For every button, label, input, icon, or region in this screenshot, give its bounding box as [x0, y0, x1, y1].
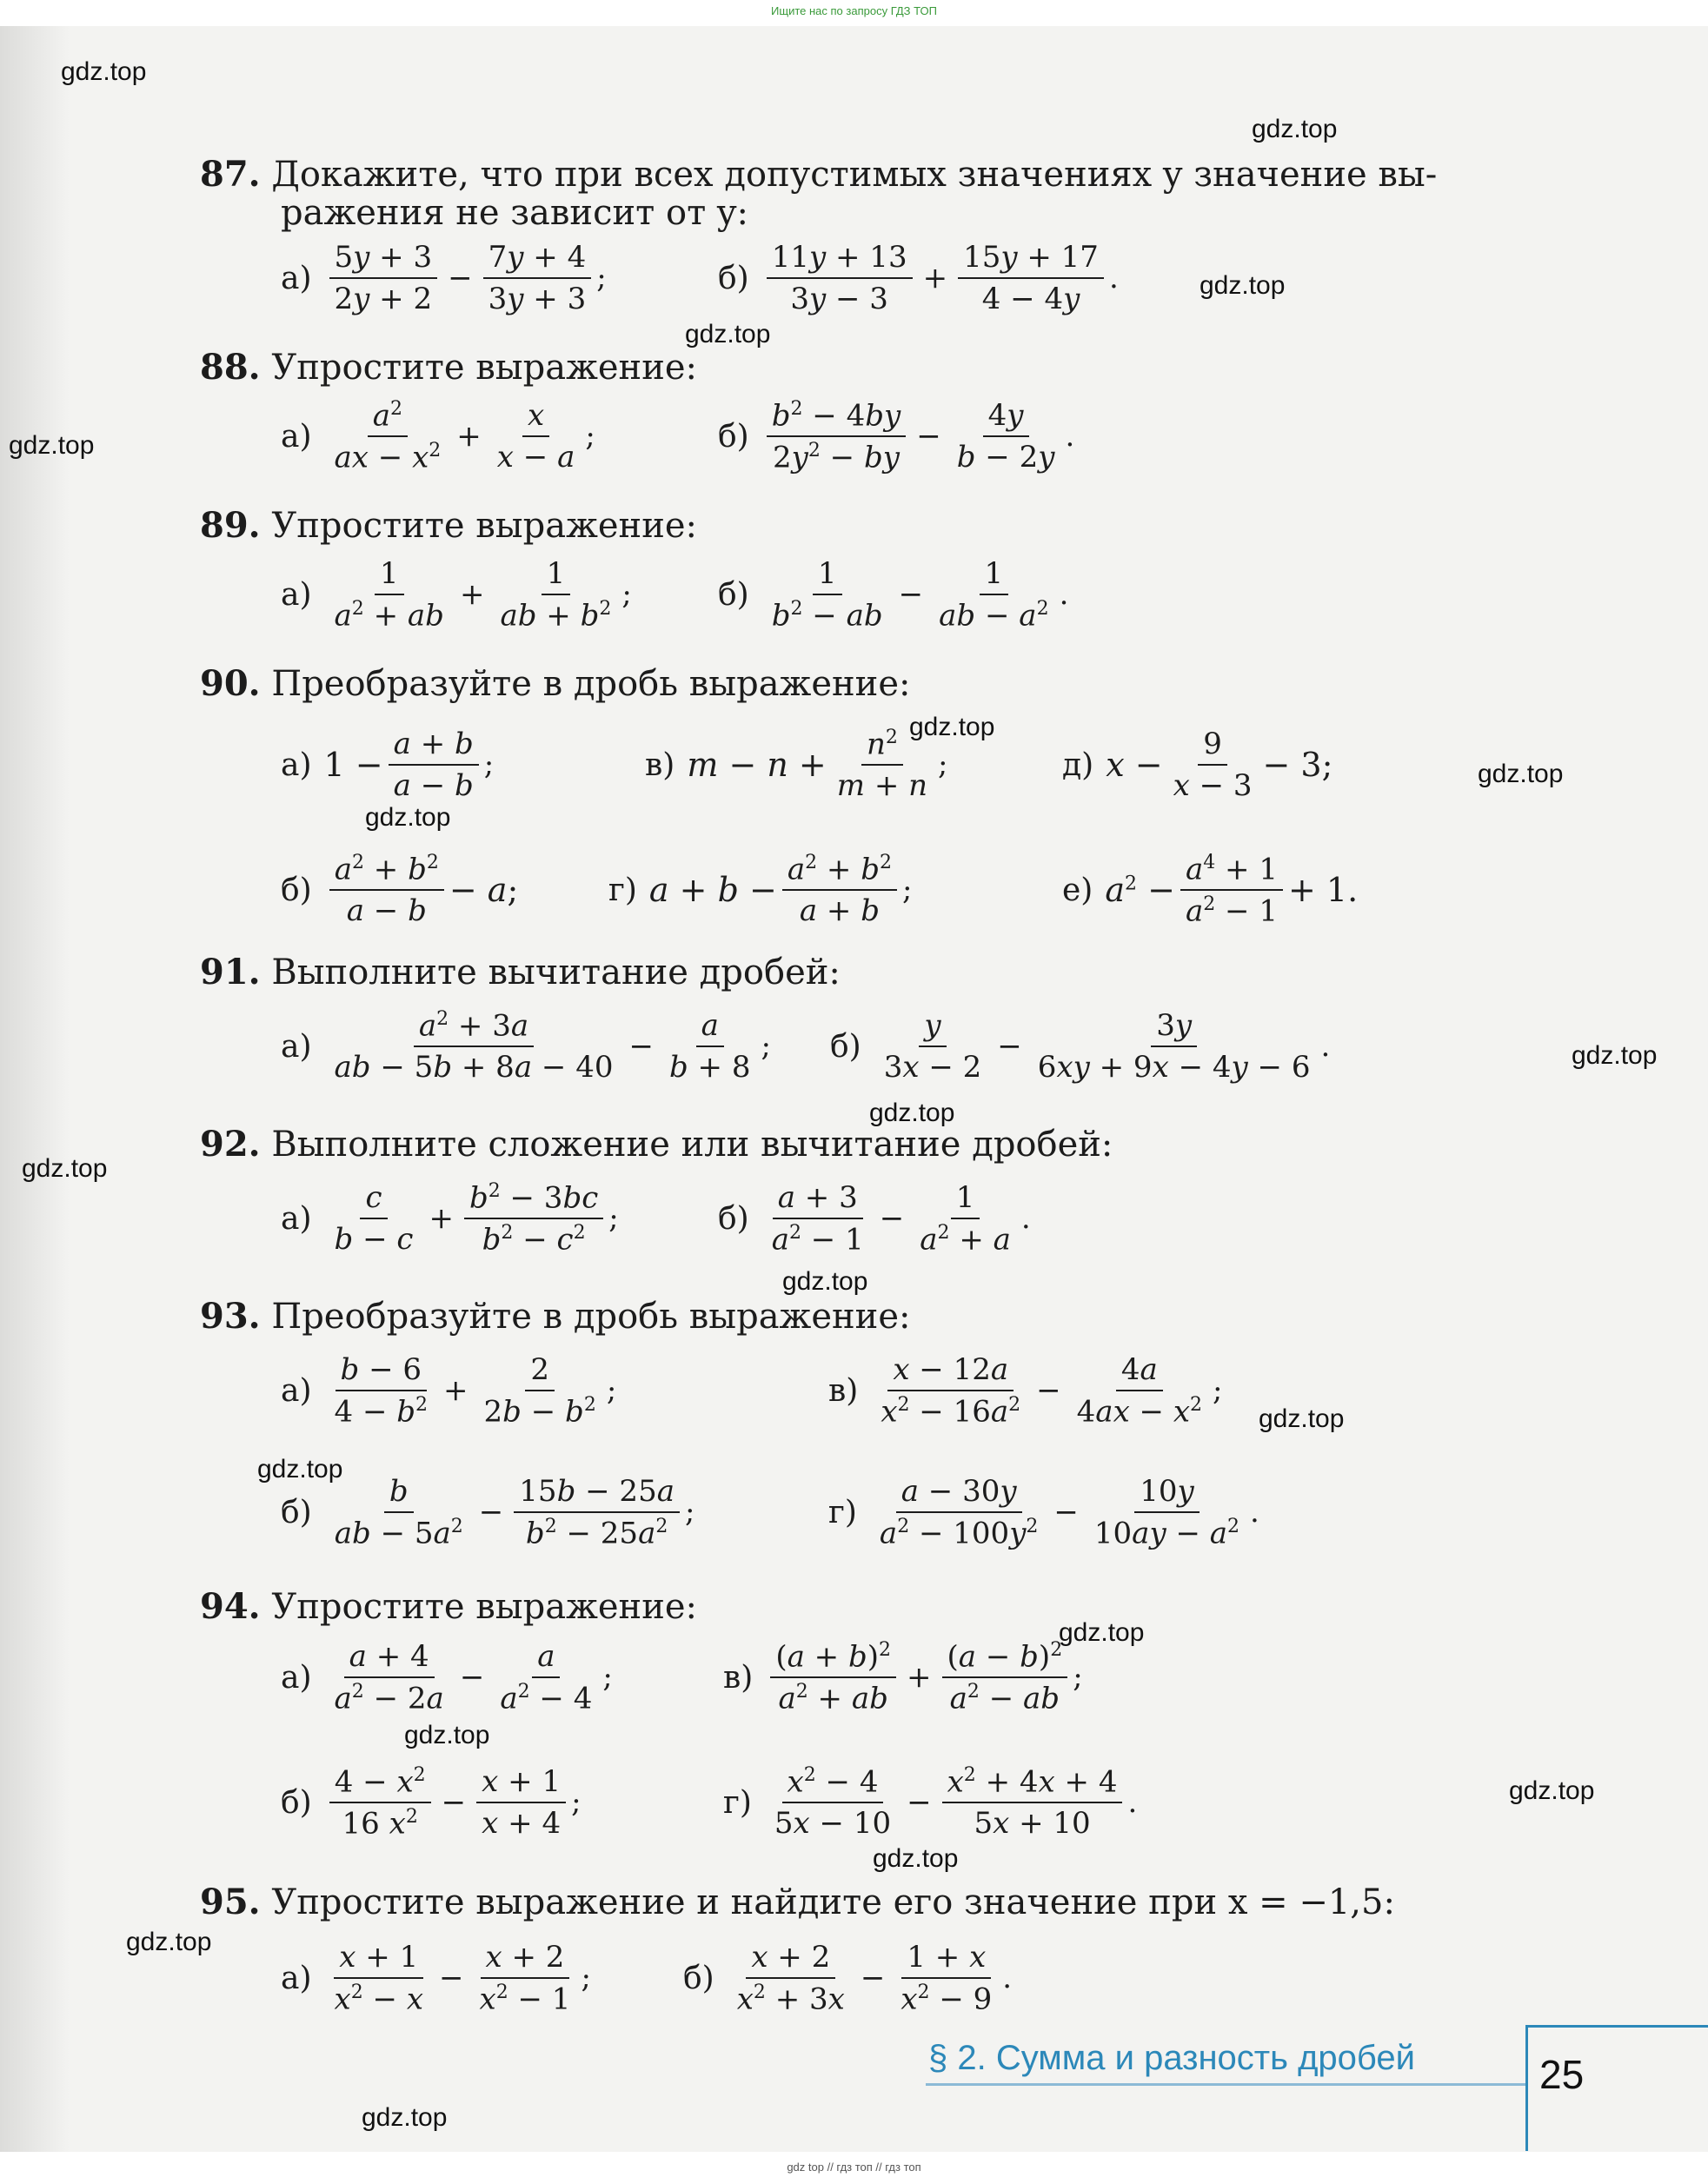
problem-88	[200, 348, 697, 388]
item-label: б)	[830, 1028, 861, 1065]
expr-90e: е) $a^2$ − $\frac{a^4 + 1}{a^2 - 1}$ + 1.	[1062, 852, 1359, 929]
problem-text: Докажите, что при всех допустимых значениях y значение вы-	[271, 155, 1438, 195]
watermark: gdz.top	[782, 1267, 868, 1296]
expr-95b: б) $\frac{x + 2}{x^2 + 3x}$ − $\frac{1 + x}{x^2 - 9}$ .	[683, 1940, 1013, 2017]
problem-number: 91.	[200, 952, 261, 992]
problem-number: 92.	[200, 1124, 261, 1165]
expr-93a: а) $\frac{b - 6}{4 - b^2}$ + $\frac{2}{2b - b^2}$ ;	[281, 1352, 617, 1430]
item-label: б)	[718, 260, 749, 296]
problem-95	[200, 1882, 1395, 1922]
problem-89	[200, 506, 697, 546]
item-label: б)	[683, 1960, 714, 1996]
problem-number: 88.	[200, 347, 261, 388]
item-label: б)	[718, 1200, 749, 1237]
section-title: § 2. Сумма и разность дробей	[928, 2039, 1415, 2077]
page-number: 25	[1539, 2052, 1585, 2097]
watermark: gdz.top	[869, 1099, 955, 1127]
item-label: г)	[828, 1494, 857, 1530]
item-label: в)	[645, 747, 675, 783]
watermark: gdz.top	[126, 1928, 212, 1956]
watermark: gdz.top	[362, 2103, 448, 2132]
problem-94	[200, 1587, 697, 1627]
item-label: а)	[281, 1028, 312, 1065]
watermark: gdz.top	[1059, 1618, 1145, 1647]
item-label: б)	[281, 1784, 312, 1821]
watermark: gdz.top	[909, 713, 995, 741]
item-label: б)	[281, 1494, 312, 1530]
problem-93	[200, 1297, 911, 1337]
expr-88b: б) $\frac{b^2 - 4by}{2y^2 - by}$ − $\frac{4y}{b - 2y}$ .	[718, 398, 1075, 475]
watermark: gdz.top	[1200, 271, 1286, 300]
problem-text: Упростите выражение и найдите его значение при x = −1,5:	[271, 1882, 1395, 1922]
item-label: а)	[281, 1200, 312, 1237]
section-underline	[926, 2083, 1525, 2086]
expr-90v: в) m − n + $\frac{n^2}{m + n}$ ;	[645, 727, 948, 804]
top-note: Ищите нас по запросу ГДЗ ТОП	[771, 4, 937, 17]
expr-90d: д) x − $\frac{9}{x - 3}$ − 3;	[1062, 727, 1333, 803]
expr-90b: б) $\frac{a^2 + b^2}{a - b}$ − a;	[281, 852, 519, 929]
watermark: gdz.top	[257, 1455, 343, 1484]
watermark: gdz.top	[365, 803, 451, 832]
item-label: д)	[1062, 747, 1094, 783]
expr-90g: г) a + b − $\frac{a^2 + b^2}{a + b}$ ;	[608, 852, 913, 929]
expr-87a: а) $\frac{5y + 3}{2y + 2}$ − $\frac{7y + 4}{3y + 3}$ ;	[281, 240, 607, 316]
page-gutter-shadow	[0, 26, 70, 2152]
expr-95a: а) $\frac{x + 1}{x^2 - x}$ − $\frac{x + 2}{x^2 - 1}$ ;	[281, 1940, 591, 2017]
problem-text: Упростите выражение:	[271, 506, 698, 546]
item-label: б)	[718, 418, 749, 455]
watermark: gdz.top	[1478, 760, 1564, 788]
watermark: gdz.top	[9, 431, 95, 460]
item-label: г)	[608, 872, 637, 908]
expr-87b: б) $\frac{11y + 13}{3y - 3}$ + $\frac{15y + 17}{4 - 4y}$ .	[718, 240, 1119, 316]
expr-94g: г) $\frac{x^2 - 4}{5x - 10}$ − $\frac{x^2 + 4x + 4}{5x + 10}$ .	[723, 1764, 1138, 1842]
watermark: gdz.top	[873, 1844, 959, 1873]
expr-92b: б) $\frac{a + 3}{a^2 - 1}$ − $\frac{1}{a^2 + a}$ .	[718, 1180, 1031, 1258]
bottom-note: gdz top // гдз топ // гдз топ	[787, 2161, 921, 2174]
item-label: а)	[281, 576, 312, 613]
watermark: gdz.top	[1252, 115, 1338, 143]
problem-number: 94.	[200, 1586, 261, 1627]
watermark: gdz.top	[61, 57, 147, 86]
problem-text: Преобразуйте в дробь выражение:	[271, 1297, 911, 1337]
expr-93v: в) $\frac{x - 12a}{x^2 - 16a^2}$ − $\frac{4a}{4ax - x^2}$ ;	[828, 1352, 1223, 1430]
expr-93g: г) $\frac{a - 30y}{a^2 - 100y^2}$ − $\frac{10y}{10ay - a^2}$ .	[828, 1474, 1259, 1551]
watermark: gdz.top	[404, 1721, 490, 1749]
expr-90a: а) 1 − $\frac{a + b}{a - b}$ ;	[281, 727, 495, 803]
watermark: gdz.top	[22, 1154, 108, 1183]
expr-92a: а) $\frac{c}{b - c}$ + $\frac{b^2 - 3bc}{b^2 - c^2}$ ;	[281, 1180, 619, 1258]
problem-90	[200, 664, 911, 704]
problem-text: Упростите выражение:	[271, 1587, 698, 1627]
expr-94a: а) $\frac{a + 4}{a^2 - 2a}$ − $\frac{a}{a^2 - 4}$ ;	[281, 1639, 613, 1716]
problem-text: Выполните сложение или вычитание дробей:	[271, 1125, 1113, 1165]
item-label: б)	[281, 872, 312, 908]
expr-93b: б) $\frac{b}{ab - 5a^2}$ − $\frac{15b - 25a}{b^2 - 25a^2}$ ;	[281, 1474, 695, 1551]
problem-number: 95.	[200, 1882, 261, 1922]
item-label: е)	[1062, 872, 1093, 908]
problem-number: 87.	[200, 154, 261, 195]
watermark: gdz.top	[1259, 1404, 1345, 1433]
expr-89b: б) $\frac{1}{b^2 - ab}$ − $\frac{1}{ab - a^2}$ .	[718, 556, 1069, 634]
item-label: а)	[281, 418, 312, 455]
item-label: в)	[723, 1659, 754, 1696]
problem-number: 90.	[200, 663, 261, 704]
problem-text: Упростите выражение:	[271, 348, 698, 388]
expr-94v: в) $\frac{(a + b)^2}{a^2 + ab}$ + $\frac{(a - b)^2}{a^2 - ab}$ ;	[723, 1639, 1083, 1716]
watermark: gdz.top	[1509, 1776, 1595, 1805]
problem-text: Выполните вычитание дробей:	[271, 953, 841, 992]
item-label: б)	[718, 576, 749, 613]
expr-88a: а) $\frac{a^2}{ax - x^2}$ + $\frac{x}{x - a}$ ;	[281, 398, 595, 475]
expr-94b: б) $\frac{4 - x^2}{16 x^2}$ − $\frac{x + 1}{x + 4}$ ;	[281, 1764, 582, 1842]
item-label: а)	[281, 1372, 312, 1409]
problem-87-line2: ражения не зависит от y:	[281, 193, 748, 233]
expr-89a: а) $\frac{1}{a^2 + ab}$ + $\frac{1}{ab + b^2}$ ;	[281, 556, 632, 634]
problem-text: Преобразуйте в дробь выражение:	[271, 664, 911, 704]
problem-87	[200, 155, 1437, 195]
problem-92	[200, 1125, 1113, 1165]
problem-number: 93.	[200, 1296, 261, 1337]
watermark: gdz.top	[685, 320, 771, 349]
watermark: gdz.top	[1572, 1041, 1658, 1070]
item-label: г)	[723, 1784, 752, 1821]
expr-91b: б) $\frac{y}{3x - 2}$ − $\frac{3y}{6xy + 9x - 4y - 6}$ .	[830, 1008, 1331, 1085]
item-label: а)	[281, 1960, 312, 1996]
item-label: а)	[281, 1659, 312, 1696]
item-label: а)	[281, 747, 312, 783]
problem-number: 89.	[200, 505, 261, 546]
problem-91	[200, 953, 841, 992]
expr-91a: а) $\frac{a^2 + 3a}{ab - 5b + 8a - 40}$ − $\frac{a}{b + 8}$ ;	[281, 1008, 771, 1085]
item-label: а)	[281, 260, 312, 296]
item-label: в)	[828, 1372, 859, 1409]
